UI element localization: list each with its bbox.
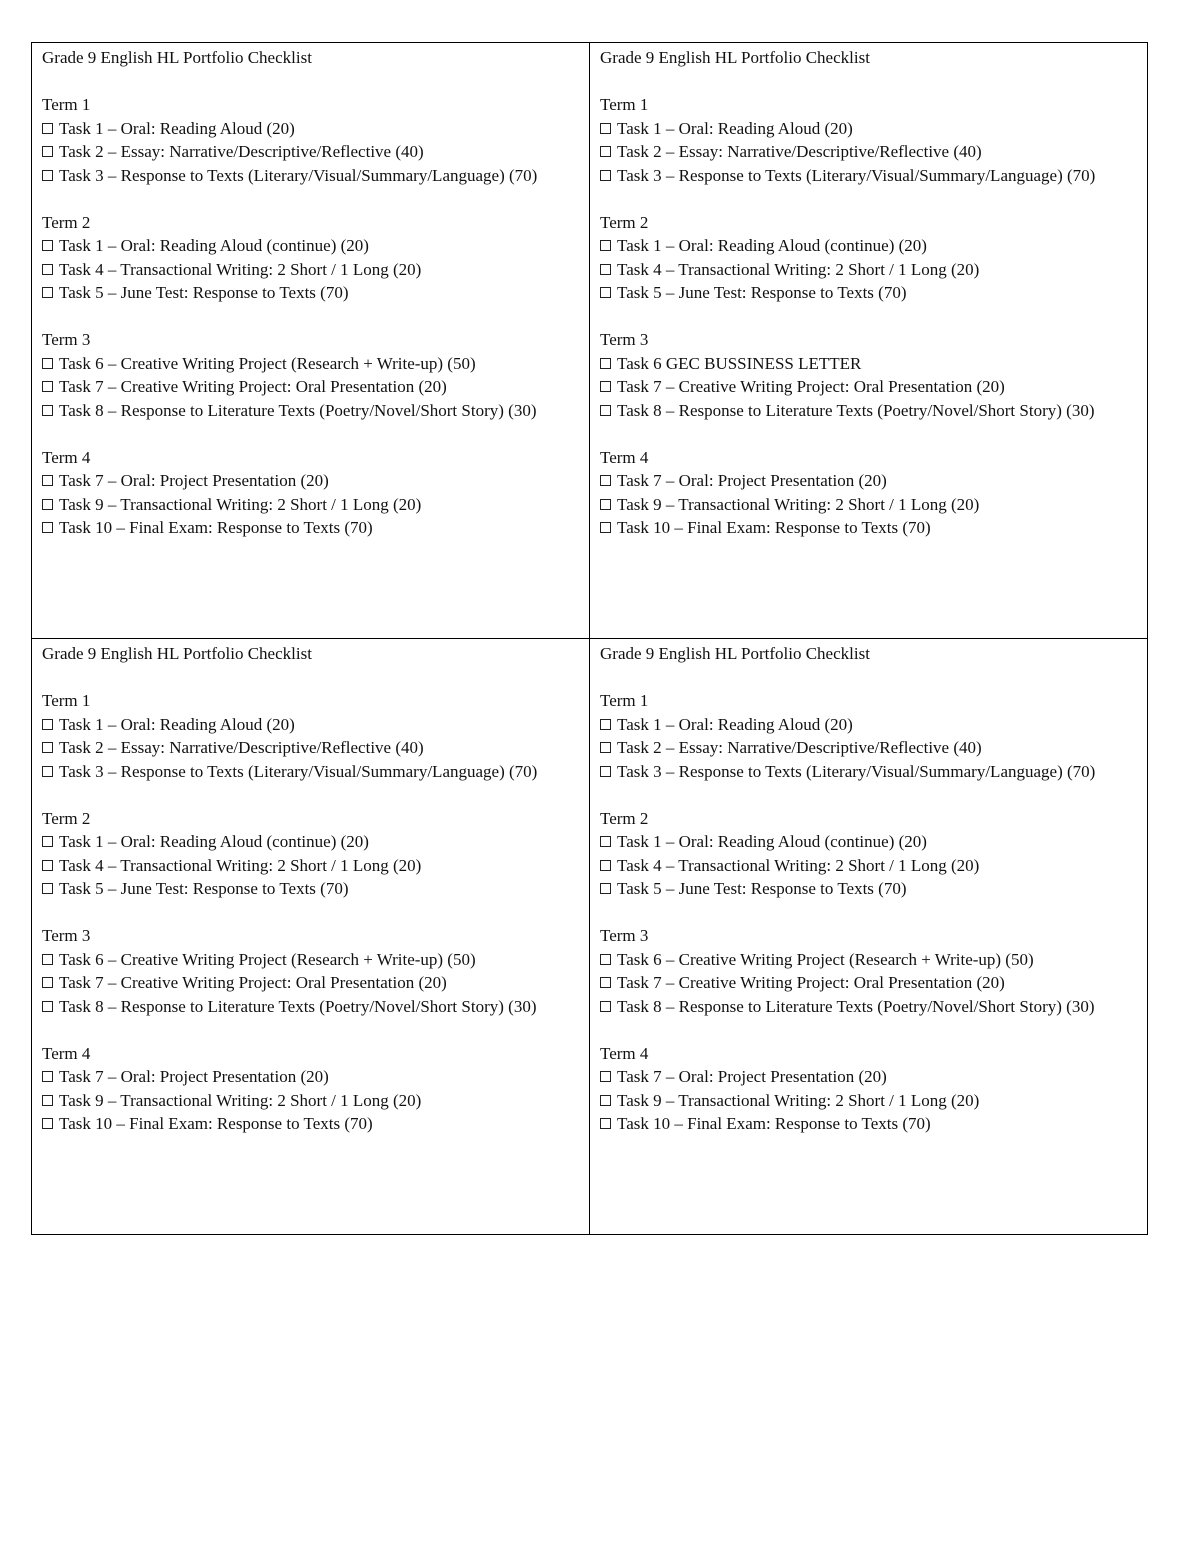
checkbox-icon[interactable] xyxy=(600,475,611,486)
term-block xyxy=(42,1042,579,1136)
task-item[interactable] xyxy=(600,164,1137,188)
task-item[interactable] xyxy=(42,971,579,995)
task-item[interactable] xyxy=(42,1112,579,1136)
task-item[interactable] xyxy=(600,1065,1137,1089)
term-block xyxy=(600,446,1137,540)
task-label: Task 7 – Oral: Project Presentation (20) xyxy=(617,1067,887,1086)
task-item[interactable] xyxy=(600,713,1137,737)
task-label: Task 7 – Oral: Project Presentation (20) xyxy=(59,1067,329,1086)
task-label: Task 4 – Transactional Writing: 2 Short / 1 Long (20) xyxy=(59,855,422,875)
checkbox-icon[interactable] xyxy=(42,405,53,416)
checkbox-icon[interactable] xyxy=(600,1071,611,1082)
spacer xyxy=(42,666,579,690)
checkbox-icon[interactable] xyxy=(42,475,53,486)
term-heading: Term 4 xyxy=(600,447,649,467)
task-item[interactable] xyxy=(42,516,579,540)
task-item[interactable] xyxy=(42,140,579,164)
task-label: Task 6 GEC BUSSINESS LETTER xyxy=(617,353,862,373)
task-item[interactable] xyxy=(600,760,1137,784)
checkbox-icon[interactable] xyxy=(600,287,611,298)
checkbox-icon[interactable] xyxy=(42,977,53,988)
task-label: Task 7 – Creative Writing Project: Oral Presentation (20) xyxy=(59,973,447,992)
term-block xyxy=(42,93,579,187)
task-item[interactable] xyxy=(600,736,1137,760)
checkbox-icon[interactable] xyxy=(600,123,611,134)
task-label: Task 7 – Creative Writing Project: Oral Presentation (20) xyxy=(617,973,1005,992)
checkbox-icon[interactable] xyxy=(42,240,53,251)
task-label: Task 1 – Oral: Reading Aloud (continue) (20) xyxy=(59,832,369,851)
task-item[interactable] xyxy=(42,1065,579,1089)
checkbox-icon[interactable] xyxy=(600,883,611,894)
task-item[interactable] xyxy=(42,713,579,737)
checklist-card xyxy=(32,43,590,639)
checkbox-icon[interactable] xyxy=(42,1071,53,1082)
term-block xyxy=(600,924,1137,1018)
task-label: Task 3 – Response to Texts (Literary/Visual/Summary/Language) (70) xyxy=(59,761,538,781)
task-item[interactable] xyxy=(42,995,579,1019)
task-item[interactable] xyxy=(42,164,579,188)
checkbox-icon[interactable] xyxy=(42,766,53,777)
checkbox-icon[interactable] xyxy=(42,123,53,134)
task-item[interactable] xyxy=(600,493,1137,517)
task-label: Task 10 – Final Exam: Response to Texts (70) xyxy=(617,518,931,537)
task-label: Task 4 – Transactional Writing: 2 Short / 1 Long (20) xyxy=(617,855,980,875)
task-label: Task 10 – Final Exam: Response to Texts (70) xyxy=(617,1114,931,1133)
card-title: Grade 9 English HL Portfolio Checklist xyxy=(42,644,312,663)
task-label: Task 1 – Oral: Reading Aloud (20) xyxy=(59,118,295,138)
term-block xyxy=(42,807,579,901)
task-item[interactable] xyxy=(42,736,579,760)
task-label: Task 6 – Creative Writing Project (Research + Write-up) (50) xyxy=(59,353,476,373)
task-label: Task 1 – Oral: Reading Aloud (continue) (20) xyxy=(59,236,369,255)
term-block xyxy=(42,211,579,305)
task-item[interactable] xyxy=(600,352,1137,376)
term-heading: Term 4 xyxy=(42,447,91,467)
task-item[interactable] xyxy=(600,948,1137,972)
card-title: Grade 9 English HL Portfolio Checklist xyxy=(600,48,870,67)
checkbox-icon[interactable] xyxy=(600,766,611,777)
task-item[interactable] xyxy=(600,469,1137,493)
term-block xyxy=(42,924,579,1018)
task-label: Task 4 – Transactional Writing: 2 Short / 1 Long (20) xyxy=(617,259,980,279)
term-block xyxy=(600,328,1137,422)
checklist-card xyxy=(32,639,590,1234)
task-label: Task 9 – Transactional Writing: 2 Short / 1 Long (20) xyxy=(617,494,980,514)
checkbox-icon[interactable] xyxy=(600,381,611,392)
checkbox-icon[interactable] xyxy=(600,240,611,251)
term-block xyxy=(600,689,1137,783)
task-label: Task 7 – Oral: Project Presentation (20) xyxy=(617,471,887,490)
task-label: Task 10 – Final Exam: Response to Texts (70) xyxy=(59,1114,373,1133)
checkbox-icon[interactable] xyxy=(42,1095,53,1106)
checkbox-icon[interactable] xyxy=(42,170,53,181)
task-label: Task 9 – Transactional Writing: 2 Short / 1 Long (20) xyxy=(59,494,422,514)
task-item[interactable] xyxy=(42,352,579,376)
checklist-table xyxy=(31,42,1148,1235)
task-label: Task 10 – Final Exam: Response to Texts (70) xyxy=(59,518,373,537)
task-label: Task 5 – June Test: Response to Texts (70) xyxy=(617,879,907,898)
task-label: Task 1 – Oral: Reading Aloud (continue) (20) xyxy=(617,236,927,255)
task-label: Task 7 – Oral: Project Presentation (20) xyxy=(59,471,329,490)
term-heading: Term 3 xyxy=(600,926,649,945)
term-heading: Term 2 xyxy=(600,808,649,828)
task-label: Task 2 – Essay: Narrative/Descriptive/Reflective (40) xyxy=(617,142,982,161)
term-heading: Term 3 xyxy=(600,330,649,349)
task-label: Task 3 – Response to Texts (Literary/Visual/Summary/Language) (70) xyxy=(59,165,538,185)
term-block xyxy=(600,93,1137,187)
checkbox-icon[interactable] xyxy=(600,977,611,988)
checkbox-icon[interactable] xyxy=(600,860,611,871)
term-heading: Term 4 xyxy=(600,1043,649,1063)
task-label: Task 5 – June Test: Response to Texts (70) xyxy=(59,879,349,898)
term-heading: Term 2 xyxy=(600,212,649,232)
task-label: Task 1 – Oral: Reading Aloud (continue) (20) xyxy=(617,832,927,851)
task-label: Task 6 – Creative Writing Project (Research + Write-up) (50) xyxy=(617,949,1034,969)
checkbox-icon[interactable] xyxy=(42,522,53,533)
checkbox-icon[interactable] xyxy=(42,860,53,871)
term-heading: Term 4 xyxy=(42,1043,91,1063)
task-label: Task 7 – Creative Writing Project: Oral Presentation (20) xyxy=(617,377,1005,396)
task-label: Task 8 – Response to Literature Texts (Poetry/Novel/Short Story) (30) xyxy=(617,400,1095,420)
checklist-card xyxy=(590,639,1147,1234)
checkbox-icon[interactable] xyxy=(600,836,611,847)
task-item[interactable] xyxy=(42,399,579,423)
task-label: Task 7 – Creative Writing Project: Oral Presentation (20) xyxy=(59,377,447,396)
term-heading: Term 2 xyxy=(42,212,91,232)
task-label: Task 4 – Transactional Writing: 2 Short / 1 Long (20) xyxy=(59,259,422,279)
checkbox-icon[interactable] xyxy=(42,146,53,157)
task-item[interactable] xyxy=(42,493,579,517)
task-item[interactable] xyxy=(42,117,579,141)
task-label: Task 8 – Response to Literature Texts (Poetry/Novel/Short Story) (30) xyxy=(617,996,1095,1016)
checkbox-icon[interactable] xyxy=(600,522,611,533)
task-item[interactable] xyxy=(600,117,1137,141)
checkbox-icon[interactable] xyxy=(600,405,611,416)
checkbox-icon[interactable] xyxy=(42,1118,53,1129)
checkbox-icon[interactable] xyxy=(42,287,53,298)
checkbox-icon[interactable] xyxy=(600,1095,611,1106)
task-label: Task 5 – June Test: Response to Texts (70) xyxy=(59,283,349,302)
task-item[interactable] xyxy=(42,469,579,493)
task-label: Task 2 – Essay: Narrative/Descriptive/Reflective (40) xyxy=(617,738,982,757)
term-heading: Term 3 xyxy=(42,330,91,349)
task-item[interactable] xyxy=(600,1089,1137,1113)
checkbox-icon[interactable] xyxy=(42,499,53,510)
term-heading: Term 1 xyxy=(42,691,91,710)
task-item[interactable] xyxy=(42,854,579,878)
task-item[interactable] xyxy=(600,258,1137,282)
checkbox-icon[interactable] xyxy=(42,264,53,275)
card-title: Grade 9 English HL Portfolio Checklist xyxy=(600,644,870,663)
task-item[interactable] xyxy=(42,948,579,972)
task-item[interactable] xyxy=(42,877,579,901)
checkbox-icon[interactable] xyxy=(600,170,611,181)
task-item[interactable] xyxy=(600,995,1137,1019)
task-item[interactable] xyxy=(600,140,1137,164)
task-item[interactable] xyxy=(600,399,1137,423)
task-item[interactable] xyxy=(600,1112,1137,1136)
term-heading: Term 1 xyxy=(600,95,649,114)
term-heading: Term 1 xyxy=(600,691,649,710)
task-label: Task 5 – June Test: Response to Texts (70) xyxy=(617,283,907,302)
checkbox-icon[interactable] xyxy=(42,742,53,753)
checkbox-icon[interactable] xyxy=(600,264,611,275)
term-block xyxy=(600,807,1137,901)
term-heading: Term 2 xyxy=(42,808,91,828)
checkbox-icon[interactable] xyxy=(42,358,53,369)
task-label: Task 3 – Response to Texts (Literary/Visual/Summary/Language) (70) xyxy=(617,761,1096,781)
task-item[interactable] xyxy=(600,375,1137,399)
task-item[interactable] xyxy=(600,877,1137,901)
task-item[interactable] xyxy=(42,1089,579,1113)
task-label: Task 1 – Oral: Reading Aloud (20) xyxy=(59,714,295,734)
task-label: Task 1 – Oral: Reading Aloud (20) xyxy=(617,118,853,138)
spacer xyxy=(42,70,579,94)
card-title: Grade 9 English HL Portfolio Checklist xyxy=(42,48,312,67)
checkbox-icon[interactable] xyxy=(600,1118,611,1129)
term-block xyxy=(42,689,579,783)
checkbox-icon[interactable] xyxy=(42,719,53,730)
checkbox-icon[interactable] xyxy=(42,954,53,965)
term-block xyxy=(42,328,579,422)
checkbox-icon[interactable] xyxy=(600,499,611,510)
task-item[interactable] xyxy=(42,258,579,282)
task-label: Task 8 – Response to Literature Texts (Poetry/Novel/Short Story) (30) xyxy=(59,400,537,420)
checklist-card xyxy=(590,43,1147,639)
term-heading: Term 3 xyxy=(42,926,91,945)
task-item[interactable] xyxy=(42,234,579,258)
task-item[interactable] xyxy=(42,375,579,399)
task-item[interactable] xyxy=(42,830,579,854)
term-block xyxy=(42,446,579,540)
task-item[interactable] xyxy=(42,281,579,305)
spacer xyxy=(600,666,1137,690)
checkbox-icon[interactable] xyxy=(42,883,53,894)
task-label: Task 3 – Response to Texts (Literary/Visual/Summary/Language) (70) xyxy=(617,165,1096,185)
task-label: Task 2 – Essay: Narrative/Descriptive/Reflective (40) xyxy=(59,738,424,757)
term-block xyxy=(600,211,1137,305)
checkbox-icon[interactable] xyxy=(600,719,611,730)
task-label: Task 2 – Essay: Narrative/Descriptive/Reflective (40) xyxy=(59,142,424,161)
checkbox-icon[interactable] xyxy=(42,836,53,847)
task-item[interactable] xyxy=(600,830,1137,854)
checkbox-icon[interactable] xyxy=(600,742,611,753)
task-item[interactable] xyxy=(42,760,579,784)
term-heading: Term 1 xyxy=(42,95,91,114)
task-item[interactable] xyxy=(600,516,1137,540)
task-label: Task 6 – Creative Writing Project (Research + Write-up) (50) xyxy=(59,949,476,969)
checkbox-icon[interactable] xyxy=(600,358,611,369)
task-item[interactable] xyxy=(600,854,1137,878)
term-block xyxy=(600,1042,1137,1136)
task-label: Task 9 – Transactional Writing: 2 Short / 1 Long (20) xyxy=(617,1090,980,1110)
task-label: Task 8 – Response to Literature Texts (Poetry/Novel/Short Story) (30) xyxy=(59,996,537,1016)
task-item[interactable] xyxy=(600,281,1137,305)
checkbox-icon[interactable] xyxy=(42,381,53,392)
task-item[interactable] xyxy=(600,971,1137,995)
task-item[interactable] xyxy=(600,234,1137,258)
task-label: Task 1 – Oral: Reading Aloud (20) xyxy=(617,714,853,734)
checkbox-icon[interactable] xyxy=(600,1001,611,1012)
spacer xyxy=(600,70,1137,94)
task-label: Task 9 – Transactional Writing: 2 Short / 1 Long (20) xyxy=(59,1090,422,1110)
checkbox-icon[interactable] xyxy=(42,1001,53,1012)
checkbox-icon[interactable] xyxy=(600,954,611,965)
checkbox-icon[interactable] xyxy=(600,146,611,157)
